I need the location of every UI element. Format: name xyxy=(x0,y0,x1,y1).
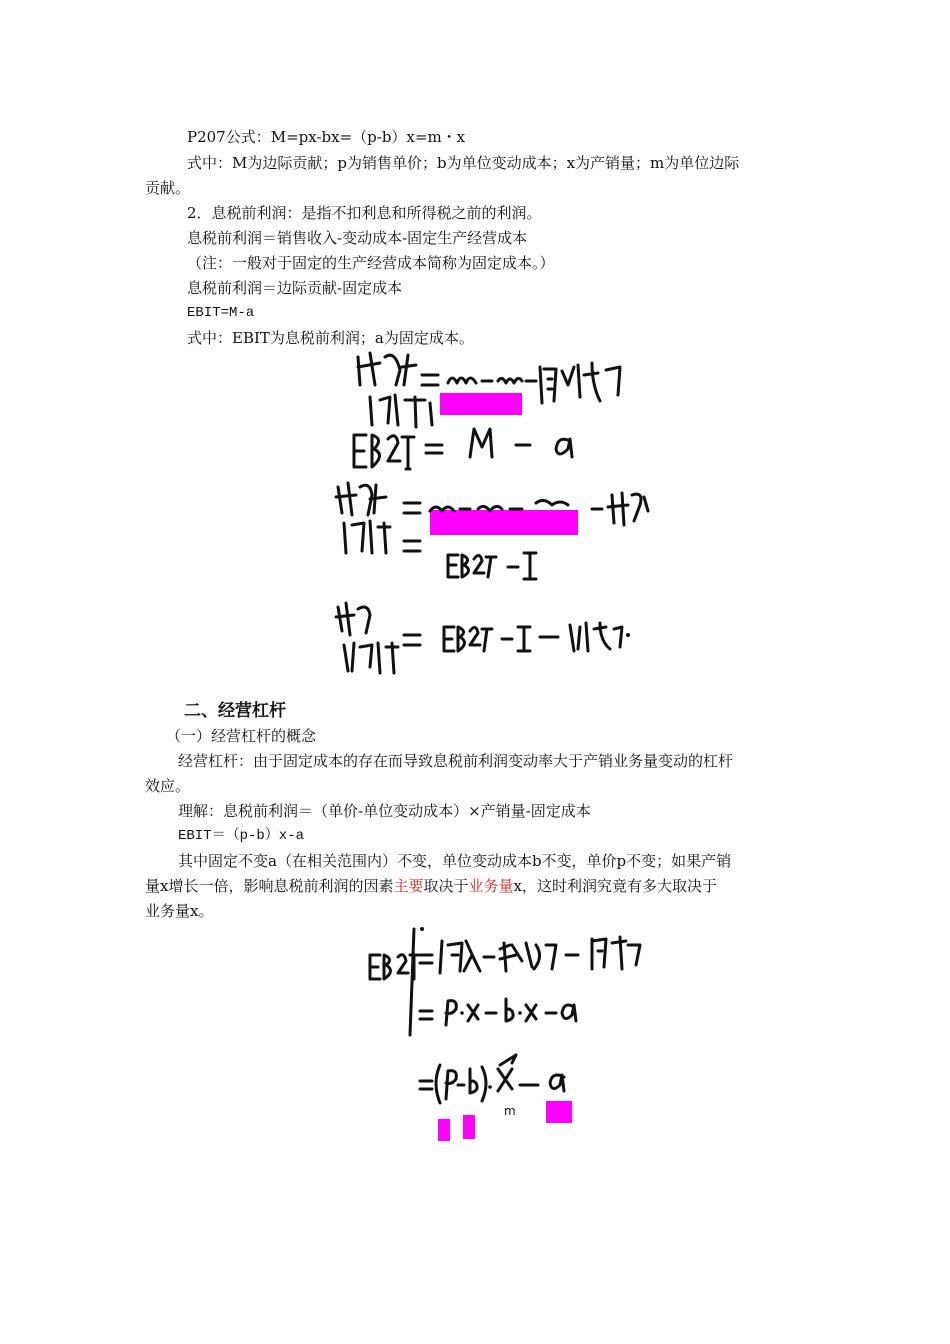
handwritten-notes-ebit-expansion xyxy=(360,915,660,1150)
explanation-text: 量x增长一倍，影响息税前利润的因素 xyxy=(145,877,394,895)
ebit-formula-3: EBIT=M-a xyxy=(187,305,255,321)
explanation-line2 xyxy=(145,875,717,897)
operating-leverage-definition: 经营杠杆：由于固定成本的存在而导致息税前利润变动率大于产销业务量变动的杠杆 xyxy=(178,752,734,770)
section-heading-operating-leverage: 二、经营杠杆 xyxy=(184,701,286,721)
ebit-formula-2: 息税前利润＝边际贡献-固定成本 xyxy=(187,279,403,297)
highlight-text-main: 主要 xyxy=(393,877,424,895)
formula-p207: P207公式：M=px-bx=（p-b）x=m・x xyxy=(187,128,466,146)
formula-where-line2: 贡献。 xyxy=(145,179,191,197)
highlight-bar xyxy=(440,393,522,415)
explanation-text: x，这时利润究竟有多大取决于 xyxy=(513,877,717,895)
understanding-formula: 理解：息税前利润＝（单价-单位变动成本）×产销量-固定成本 xyxy=(178,802,591,820)
ebit-formula-1: 息税前利润＝销售收入-变动成本-固定生产经营成本 xyxy=(187,229,528,247)
highlight-bar xyxy=(430,510,578,535)
ebit-equation: EBIT＝（p-b）x-a xyxy=(178,828,305,844)
explanation-line3: 业务量x。 xyxy=(145,902,214,920)
formula-where-ebit: 式中：EBIT为息税前利润；a为固定成本。 xyxy=(187,329,474,347)
explanation-line1: 其中固定不变a（在相关范围内）不变，单位变动成本b不变，单价p不变；如果产销 xyxy=(178,852,732,870)
operating-leverage-definition-cont: 效应。 xyxy=(145,777,191,795)
highlight-bar xyxy=(463,1115,475,1139)
note: （注：一般对于固定的生产经营成本简称为固定成本。） xyxy=(187,254,555,272)
highlight-bar xyxy=(546,1101,572,1123)
highlight-bar xyxy=(438,1119,450,1141)
highlight-text-volume: 业务量 xyxy=(468,877,514,895)
ebit-definition: 2．息税前利润：是指不扣利息和所得税之前的利润。 xyxy=(187,204,542,222)
subheading-concept: （一）经营杠杆的概念 xyxy=(166,727,317,745)
handwritten-notes-ebit xyxy=(330,345,660,680)
handwritten-m-label: m xyxy=(504,1104,516,1118)
formula-where-line1: 式中：M为边际贡献；p为销售单价；b为单位变动成本；x为产销量；m为单位边际 xyxy=(187,154,740,172)
explanation-text: 取决于 xyxy=(423,877,469,895)
